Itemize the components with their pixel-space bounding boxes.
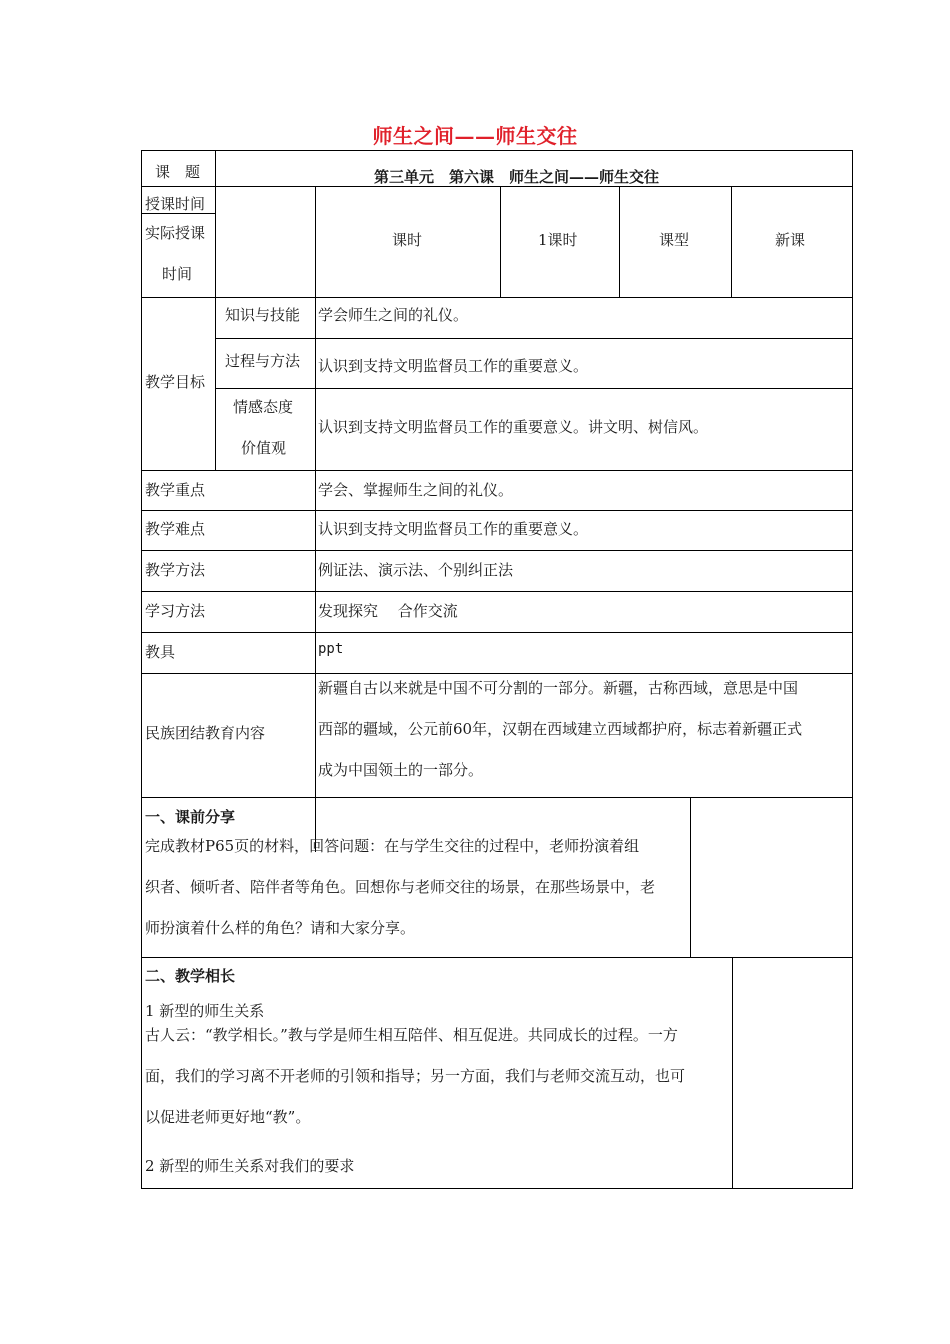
section2-sub1: 1 新型的师生关系 — [145, 1002, 265, 1020]
section1-content — [145, 826, 690, 949]
emotion-label-2: 价值观 — [241, 439, 287, 457]
teaching-method-value: 例证法、演示法、个别纠正法 — [318, 561, 514, 579]
document-title: 师生之间——师生交往 — [372, 124, 578, 148]
type-label: 课型 — [659, 231, 690, 249]
section2-content — [145, 1015, 733, 1138]
ethnic-content — [318, 668, 852, 791]
planned-time-label: 授课时间 — [145, 195, 206, 213]
emotion-value: 认识到支持文明监督员工作的重要意义。讲文明、树信风。 — [318, 418, 709, 436]
actual-time-label-1: 实际授课 — [145, 224, 206, 242]
process-label: 过程与方法 — [225, 352, 301, 370]
section2-sub2: 2 新型的师生关系对我们的要求 — [145, 1157, 355, 1175]
section2-line: 以促进老师更好地“教”。 — [145, 1108, 311, 1126]
goals-label: 教学目标 — [145, 373, 206, 391]
key-point-label: 教学重点 — [145, 481, 206, 499]
period-label: 课时 — [392, 231, 423, 249]
emotion-label-1: 情感态度 — [233, 398, 294, 416]
learning-method-label: 学习方法 — [145, 602, 206, 620]
teaching-method-label: 教学方法 — [145, 561, 206, 579]
section1-line: 师扮演着什么样的角色？请和大家分享。 — [145, 919, 416, 937]
teaching-aid-label: 教具 — [145, 643, 176, 661]
difficulty-label: 教学难点 — [145, 520, 206, 538]
knowledge-label: 知识与技能 — [225, 306, 301, 324]
ethnic-line: 成为中国领土的一部分。 — [318, 761, 484, 779]
type-value: 新课 — [775, 231, 806, 249]
section1-line: 完成教材P65页的材料，回答问题：在与学生交往的过程中，老师扮演着组 — [145, 837, 640, 855]
ethnic-line: 新疆自古以来就是中国不可分割的一部分。新疆，古称西域，意思是中国 — [318, 679, 799, 697]
topic-value: 第三单元 第六课 师生之间——师生交往 — [374, 168, 660, 186]
actual-time-label-2: 时间 — [162, 265, 193, 283]
section2-heading: 二、教学相长 — [145, 967, 236, 985]
difficulty-value: 认识到支持文明监督员工作的重要意义。 — [318, 520, 589, 538]
teaching-aid-value: ppt — [318, 641, 344, 657]
topic-label: 课 题 — [155, 163, 201, 181]
section2-line: 面，我们的学习离不开老师的引领和指导；另一方面，我们与老师交流互动，也可 — [145, 1067, 686, 1085]
ethnic-label: 民族团结教育内容 — [145, 724, 266, 742]
learning-method-value: 发现探究 合作交流 — [318, 602, 458, 620]
section1-heading: 一、课前分享 — [145, 808, 236, 826]
section1-line: 织者、倾听者、陪伴者等角色。回想你与老师交往的场景，在那些场景中，老 — [145, 878, 656, 896]
process-value: 认识到支持文明监督员工作的重要意义。 — [318, 357, 589, 375]
knowledge-value: 学会师生之间的礼仪。 — [318, 306, 469, 324]
key-point-value: 学会、掌握师生之间的礼仪。 — [318, 481, 514, 499]
ethnic-line: 西部的疆域，公元前60年，汉朝在西域建立西域都护府，标志着新疆正式 — [318, 720, 803, 738]
section2-line: 古人云：“教学相长。”教与学是师生相互陪伴、相互促进。共同成长的过程。一方 — [145, 1026, 678, 1044]
period-value: 1课时 — [538, 231, 578, 249]
